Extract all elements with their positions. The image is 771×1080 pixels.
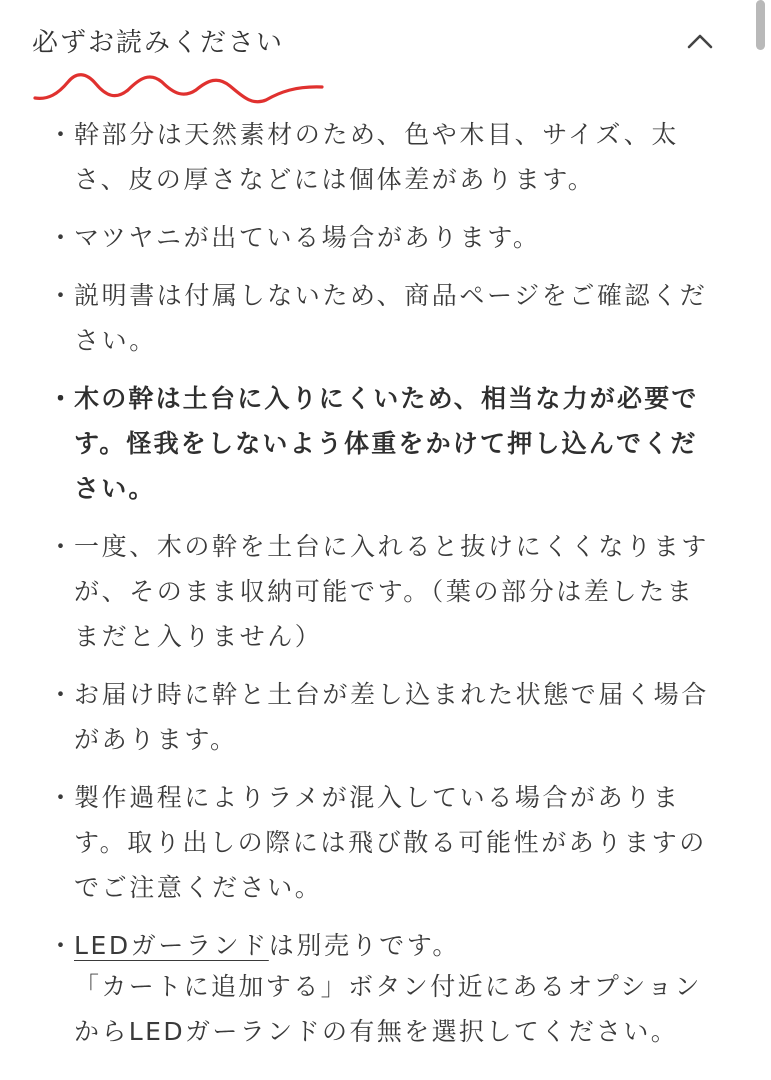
note-text: 幹部分は天然素材のため、色や木目、サイズ、太さ、皮の厚さなどには個体差があります。: [74, 120, 679, 194]
note-text: は別売りです。: [268, 931, 460, 960]
bullet-dot: ・: [48, 680, 76, 709]
note-item-led: [0, 923, 750, 968]
bullet-dot: ・: [48, 384, 76, 413]
bullet-dot: ・: [48, 223, 76, 252]
scrollbar-thumb[interactable]: [756, 0, 765, 50]
note-text: マツヤニが出ている場合があります。: [74, 223, 541, 252]
note-item-important: [0, 376, 750, 511]
note-item: [0, 524, 750, 659]
bullet-dot: ・: [48, 783, 76, 812]
note-text: 一度、木の幹を土台に入れると抜けにくくなりますが、そのまま収納可能です。（葉の部分は差したままだと入りません）: [74, 532, 709, 651]
bullet-dot: ・: [48, 281, 76, 310]
note-item: [0, 273, 750, 363]
led-option-instruction: 「カートに追加する」ボタン付近にあるオプションからLEDガーランドの有無を選択してください。: [74, 972, 702, 1046]
note-item: [0, 215, 750, 260]
note-item: [0, 672, 750, 762]
note-text: 製作過程によりラメが混入している場合があります。取り出しの際には飛び散る可能性がありますのでご注意ください。: [74, 783, 707, 902]
note-item: [0, 112, 750, 202]
note-text: 説明書は付属しないため、商品ページをご確認ください。: [74, 281, 708, 355]
notes-list: [0, 112, 750, 1054]
bullet-dot: ・: [48, 532, 76, 561]
note-item: [0, 775, 750, 910]
accordion-title: 必ずお読みください: [32, 28, 285, 58]
led-garland-link[interactable]: LEDガーランド: [74, 931, 269, 960]
handwritten-squiggle-annotation: [30, 68, 326, 112]
note-text: お届け時に幹と土台が差し込まれた状態で届く場合があります。: [74, 680, 709, 754]
chevron-up-icon[interactable]: [686, 30, 714, 52]
note-text: 木の幹は土台に入りにくいため、相当な力が必要です。怪我をしないよう体重をかけて押し込んでください。: [74, 384, 699, 503]
bullet-dot: ・: [48, 120, 76, 149]
bullet-dot: ・: [48, 931, 76, 960]
